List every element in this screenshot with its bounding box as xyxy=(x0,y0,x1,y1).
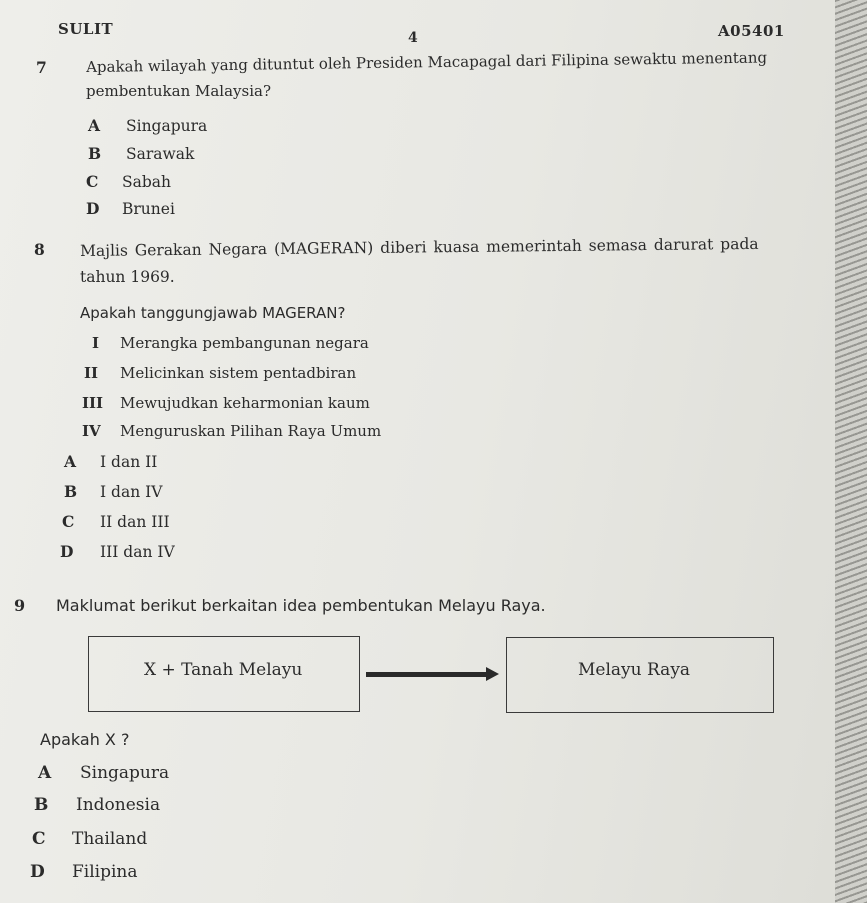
q8-option-c[interactable] xyxy=(62,512,170,531)
q7-option-b-letter: B xyxy=(88,144,102,163)
q8-number: 8 xyxy=(34,240,45,259)
q9-number: 9 xyxy=(14,596,26,615)
q7-number: 7 xyxy=(36,58,47,77)
q8-option-b-letter: B xyxy=(64,482,78,501)
q8-line2: tahun 1969. xyxy=(80,268,175,286)
q7-option-c[interactable] xyxy=(86,172,171,191)
q8-option-d[interactable] xyxy=(60,542,175,561)
q7-option-d-letter: D xyxy=(86,199,100,218)
q8-statement-2-roman: II xyxy=(84,364,99,382)
q8-statement-3-roman: III xyxy=(82,394,104,412)
q8-option-c-text: II dan III xyxy=(100,513,170,531)
q9-question: Apakah X ? xyxy=(40,730,130,749)
q8-option-a-text: I dan II xyxy=(100,453,158,471)
q8-statement-4-text: Menguruskan Pilihan Raya Umum xyxy=(120,422,382,440)
q9-option-d-letter: D xyxy=(30,862,45,882)
q8-option-d-letter: D xyxy=(60,542,74,561)
q9-option-c-text: Thailand xyxy=(72,829,148,849)
q8-statement-2-text: Melicinkan sistem pentadbiran xyxy=(120,364,357,382)
q9-option-a-letter: A xyxy=(38,763,52,783)
q9-line1: Maklumat berikut berkaitan idea pembentukan Melayu Raya. xyxy=(56,596,546,615)
diagram-arrow-line xyxy=(366,672,488,677)
q8-line1: Majlis Gerakan Negara (MAGERAN) diberi kuasa memerintah semasa darurat pada xyxy=(80,234,759,260)
q8-statement-3 xyxy=(82,394,370,412)
q8-option-a[interactable] xyxy=(64,452,157,471)
q7-option-a[interactable] xyxy=(88,116,207,135)
q9-option-c-letter: C xyxy=(32,829,46,849)
q8-statement-1-roman: I xyxy=(92,334,100,352)
q7-option-a-text: Singapura xyxy=(126,117,208,135)
q9-option-b-letter: B xyxy=(34,795,49,815)
q8-option-b-text: I dan IV xyxy=(100,483,163,501)
q7-option-d[interactable] xyxy=(86,199,175,218)
q9-option-c[interactable] xyxy=(32,829,147,849)
diagram-left-box-text: X + Tanah Melayu xyxy=(144,660,303,680)
q7-line1: Apakah wilayah yang dituntut oleh Presiden Macapagal dari Filipina sewaktu menentang xyxy=(86,48,768,76)
q9-option-d-text: Filipina xyxy=(72,862,138,882)
q9-option-b[interactable] xyxy=(34,795,160,815)
paper-code: A05401 xyxy=(718,22,785,40)
page-binding-edge xyxy=(835,0,867,903)
q7-option-c-letter: C xyxy=(86,172,99,191)
q7-option-d-text: Brunei xyxy=(122,200,175,218)
q8-statement-1-text: Merangka pembangunan negara xyxy=(120,334,369,352)
q8-statement-4 xyxy=(82,422,381,440)
q7-option-c-text: Sabah xyxy=(122,173,172,191)
q9-option-d[interactable] xyxy=(30,862,138,882)
q8-statement-3-text: Mewujudkan keharmonian kaum xyxy=(120,394,370,412)
diagram-arrow-head-icon xyxy=(486,667,499,681)
q9-option-b-text: Indonesia xyxy=(76,795,161,815)
q8-option-c-letter: C xyxy=(62,512,75,531)
q8-option-b[interactable] xyxy=(64,482,162,501)
diagram-right-box-text: Melayu Raya xyxy=(578,660,691,680)
q8-statement-2 xyxy=(84,364,356,382)
page-number: 4 xyxy=(408,30,418,46)
q8-option-a-letter: A xyxy=(64,452,77,471)
q8-option-d-text: III dan IV xyxy=(100,543,175,561)
q9-option-a-text: Singapura xyxy=(80,763,170,783)
q9-option-a[interactable] xyxy=(38,763,169,783)
header-sulit: SULIT xyxy=(58,20,114,38)
q8-statement-4-roman: IV xyxy=(82,422,101,440)
q7-line2: pembentukan Malaysia? xyxy=(86,82,271,100)
q7-option-b-text: Sarawak xyxy=(126,145,195,163)
q8-statement-1 xyxy=(92,334,369,352)
q8-question: Apakah tanggungjawab MAGERAN? xyxy=(80,304,346,322)
q7-option-a-letter: A xyxy=(88,116,101,135)
q7-option-b[interactable] xyxy=(88,144,194,163)
